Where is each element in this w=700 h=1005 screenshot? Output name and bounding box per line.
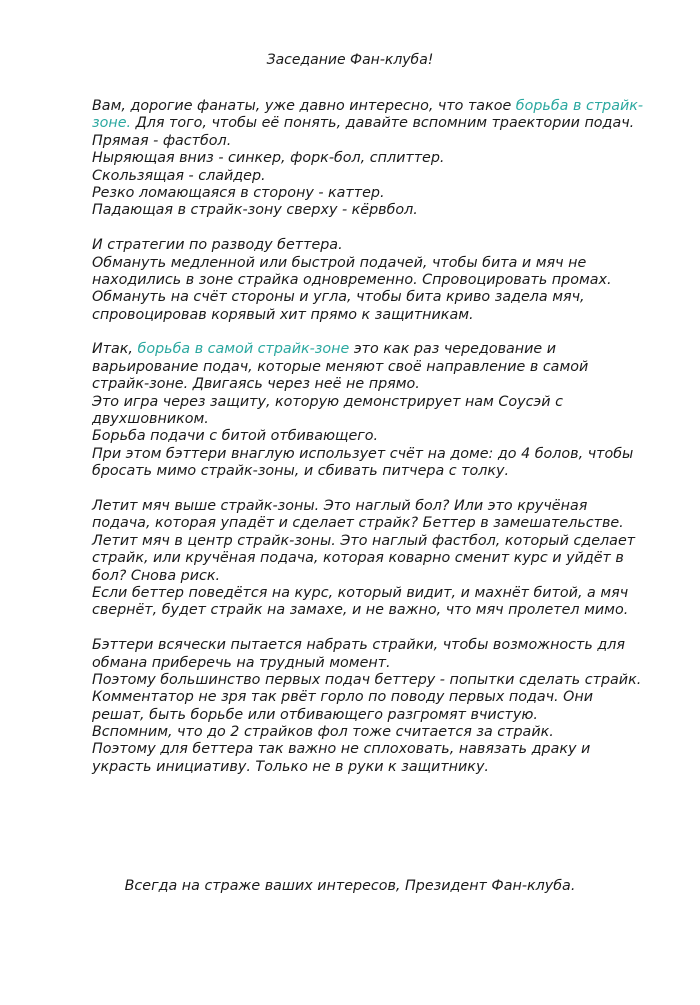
text-span: Поэтому большинство первых подач беттеру - попытки сделать страйк. bbox=[92, 671, 642, 688]
text-span: Вам, дорогие фанаты, уже давно интересно, что такое bbox=[92, 98, 516, 114]
text-line bbox=[92, 741, 637, 758]
text-span: Борьба подачи с битой отбивающего. bbox=[92, 428, 379, 445]
text-span: Итак, bbox=[92, 341, 138, 358]
text-span: спровоцировав корявый хит прямо к защитникам. bbox=[92, 306, 474, 323]
text-span: решат, быть борьбе или отбивающего разгромят вчистую. bbox=[92, 706, 538, 723]
text-line bbox=[92, 463, 637, 480]
text-span: бол? Снова риск. bbox=[92, 567, 221, 584]
text-span: это как раз чередование и bbox=[349, 341, 557, 358]
text-line bbox=[92, 689, 637, 706]
text-line bbox=[92, 376, 637, 393]
text-line bbox=[92, 585, 637, 602]
text-span: страйк, или кручёная подача, которая коварно сменит курс и уйдёт в bbox=[92, 550, 624, 567]
text-line bbox=[92, 515, 637, 532]
text-line bbox=[92, 168, 637, 185]
highlighted-term: зоне. bbox=[92, 115, 132, 132]
text-span: При этом бэттери внаглую использует счёт на доме: до 4 болов, чтобы bbox=[92, 445, 634, 462]
text-line bbox=[92, 202, 637, 219]
text-line bbox=[92, 255, 637, 272]
paragraph-gap bbox=[92, 324, 637, 341]
text-span: Летит мяч выше страйк-зоны. Это наглый бол? Или это кручёная bbox=[92, 497, 588, 514]
text-line bbox=[92, 307, 637, 324]
text-span: Прямая - фастбол. bbox=[92, 132, 232, 149]
text-line bbox=[92, 237, 637, 254]
text-span: Ныряющая вниз - синкер, форк-бол, сплиттер. bbox=[92, 150, 445, 167]
paragraph-gap bbox=[92, 220, 637, 237]
text-span: находились в зоне страйка одновременно. Спровоцировать промах. bbox=[92, 271, 612, 288]
text-span: двухшовником. bbox=[92, 411, 209, 428]
text-line bbox=[92, 394, 637, 411]
text-span: Обмануть на счёт стороны и угла, чтобы бита криво задела мяч, bbox=[92, 289, 585, 306]
text-span: Вспомним, что до 2 страйков фол тоже считается за страйк. bbox=[92, 724, 554, 741]
text-span: страйк-зоне. Двигаясь через неё не прямо. bbox=[92, 376, 420, 393]
text-span: свернёт, будет страйк на замахе, и не важно, что мяч пролетел мимо. bbox=[92, 602, 629, 619]
text-line bbox=[92, 568, 637, 585]
text-span: Это игра через защиту, которую демонстрирует нам Соусэй с bbox=[92, 393, 563, 410]
text-span: И стратегии по разводу беттера. bbox=[92, 237, 343, 254]
text-line bbox=[92, 150, 637, 167]
text-span: Летит мяч в центр страйк-зоны. Это наглый фастбол, который сделает bbox=[92, 532, 636, 549]
text-line bbox=[92, 446, 637, 463]
text-line bbox=[92, 359, 637, 376]
text-line bbox=[92, 133, 637, 150]
text-line bbox=[92, 98, 644, 115]
text-line bbox=[92, 550, 637, 567]
text-span: Скользящая - слайдер. bbox=[92, 167, 266, 184]
text-span: Если беттер поведётся на курс, который видит, и махнёт битой, а мяч bbox=[92, 584, 629, 601]
text-line bbox=[92, 498, 637, 515]
text-span: варьирование подач, которые меняют своё направление в самой bbox=[92, 358, 589, 375]
text-span: бросать мимо страйк-зоны, и сбивать питчера с толку. bbox=[92, 463, 510, 480]
text-line bbox=[92, 533, 637, 550]
paragraph-gap bbox=[92, 481, 637, 498]
text-line bbox=[92, 637, 637, 654]
text-span: Резко ломающаяся в сторону - каттер. bbox=[92, 184, 385, 201]
text-span: Для того, чтобы её понять, давайте вспомним траектории подач. bbox=[131, 115, 635, 132]
text-line bbox=[92, 115, 637, 132]
text-span: Поэтому для беттера так важно не сплоховать, навязать драку и bbox=[92, 741, 591, 758]
highlighted-term: борьба в страйк- bbox=[515, 98, 644, 114]
text-line bbox=[92, 671, 642, 689]
text-span: украсть инициативу. Только не в руки к защитнику. bbox=[92, 758, 489, 775]
signature: Всегда на страже ваших интересов, Президент Фан-клуба. bbox=[124, 878, 576, 894]
highlighted-term: борьба в самой страйк-зоне bbox=[137, 341, 350, 358]
paragraph-gap bbox=[92, 620, 637, 637]
text-line bbox=[92, 341, 637, 358]
text-line bbox=[92, 759, 637, 776]
text-span: Комментатор не зря так рвёт горло по поводу первых подач. Они bbox=[92, 689, 594, 706]
text-line bbox=[92, 724, 637, 741]
document-title: Заседание Фан-клуба! bbox=[266, 52, 434, 68]
text-span: Бэттери всячески пытается набрать страйки, чтобы возможность для bbox=[92, 637, 625, 654]
text-span: обмана приберечь на трудный момент. bbox=[92, 654, 391, 671]
text-line bbox=[92, 655, 637, 672]
text-span: подача, которая упадёт и сделает страйк? Беттер в замешательстве. bbox=[92, 515, 624, 532]
text-span: Обмануть медленной или быстрой подачей, чтобы бита и мяч не bbox=[92, 254, 587, 271]
text-line bbox=[92, 289, 637, 306]
document-body bbox=[92, 98, 644, 776]
text-line bbox=[92, 185, 637, 202]
text-span: Падающая в страйк-зону сверху - кёрвбол. bbox=[92, 202, 418, 219]
text-line bbox=[92, 272, 637, 289]
text-line bbox=[92, 411, 637, 428]
text-line bbox=[92, 707, 637, 724]
text-line bbox=[92, 602, 637, 619]
text-line bbox=[92, 428, 637, 445]
